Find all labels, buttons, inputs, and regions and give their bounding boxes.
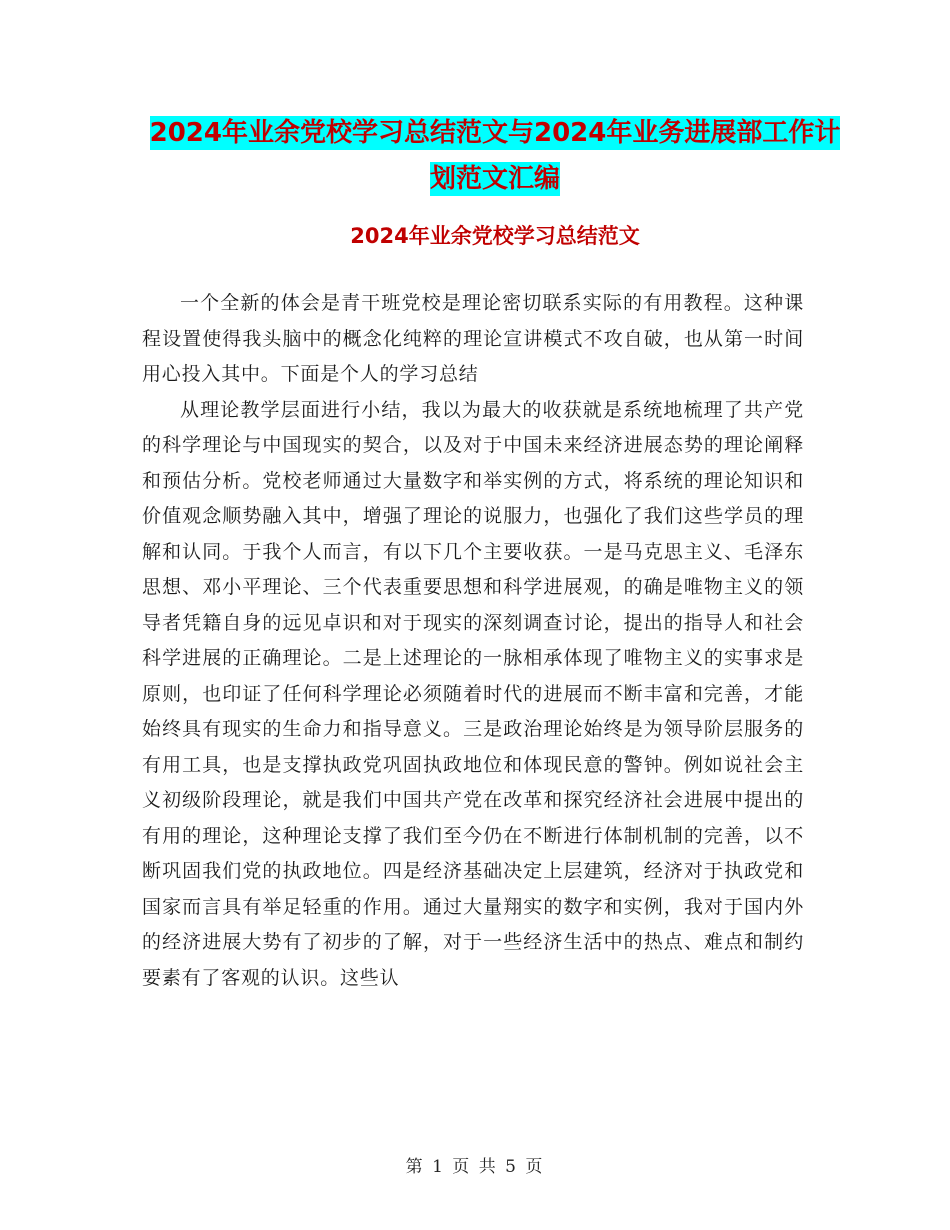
document-title [140, 110, 850, 202]
section-title: 2024年业余党校学习总结范文 [350, 224, 640, 248]
paragraph-1: 一个全新的体会是青干班党校是理论密切联系实际的有用教程。这种课程设置使得我头脑中的概念化纯粹的理论宣讲模式不攻自破，也从第一时间用心投入其中。下面是个人的学习总结 [142, 292, 804, 385]
document-body [142, 286, 804, 996]
paragraph-2: 从理论教学层面进行小结，我以为最大的收获就是系统地梳理了共产党的科学理论与中国现实的契合，以及对于中国未来经济进展态势的理论阐释和预估分析。党校老师通过大量数字和举实例的方式，将系统的理论知识和价值观念顺势融入其中，增强了理论的说服力，也强化了我们这些学员的理解和认同。于我个人而言，有以下几个主要收获。一是马克思主义、毛泽东思想、邓小平理论、三个代表重要思想和科学进展观，的确是唯物主义的领导者凭籍自身的远见卓识和对于现实的深刻调查讨论，提出的指导人和社会科学进展的正确理论。二是上述理论的一脉相承体现了唯物主义的实事求是原则，也印证了任何科学理论必须随着时代的进展而不断丰富和完善，才能始终具有现实的生命力和指导意义。三是政治理论始终是为领导阶层服务的有用工具，也是支撑执政党巩固执政地位和体现民意的警钟。例如说社会主义初级阶段理论，就是我们中国共产党在改革和探究经济社会进展中提出的有用的理论，这种理论支撑了我们至今仍在不断进行体制机制的完善，以不断巩固我们党的执政地位。四是经济基础决定上层建筑，经济对于执政党和国家而言具有举足轻重的作用。通过大量翔实的数字和实例，我对于国内外的经济进展大势有了初步的了解，对于一些经济生活中的热点、难点和制约要素有了客观的认识。这些认 [142, 398, 804, 989]
document-title-text: 2024年业余党校学习总结范文与2024年业务进展部工作计划范文汇编 [149, 118, 841, 194]
page-number-footer: 第 1 页 共 5 页 [405, 1157, 545, 1177]
